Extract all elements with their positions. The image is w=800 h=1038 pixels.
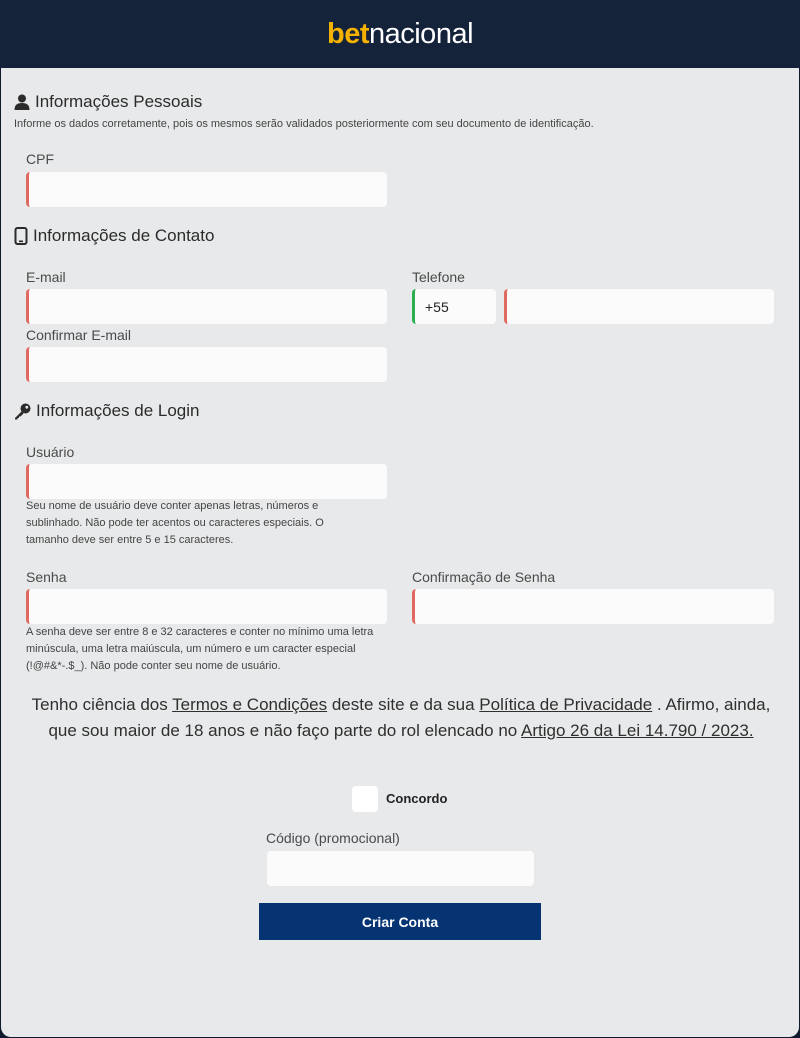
section-personal-subtitle: Informe os dados corretamente, pois os mesmos serão validados posteriormente com seu documento de identificação. xyxy=(14,118,594,130)
email-input[interactable] xyxy=(26,289,387,324)
username-input[interactable] xyxy=(26,464,387,499)
terms-text-2: deste site e da sua xyxy=(327,695,480,714)
agree-checkbox[interactable] xyxy=(352,786,378,812)
mobile-phone-icon xyxy=(14,227,28,245)
top-bar xyxy=(0,0,800,68)
registration-form xyxy=(1,68,799,1037)
terms-text-3: . Afirmo, ainda, que sou maior de 18 anos e não faço parte do rol elencado no xyxy=(48,695,771,740)
confirm-email-label: Confirmar E-mail xyxy=(26,327,132,343)
password-input[interactable] xyxy=(26,589,387,624)
betnacional-logo[interactable] xyxy=(327,18,473,51)
user-icon xyxy=(14,94,30,110)
section-contact-label: Informações de Contato xyxy=(33,226,215,245)
promo-code-input[interactable] xyxy=(267,851,534,886)
confirm-email-input[interactable] xyxy=(26,347,387,382)
section-login-label: Informações de Login xyxy=(36,401,200,420)
username-hint: Seu nome de usuário deve conter apenas letras, números e sublinhado. Não pode ter acentos ou caracteres especiais. O tamanho deve ser entre 5 e 15 caracteres. xyxy=(26,500,324,546)
confirm-password-input[interactable] xyxy=(412,589,774,624)
law-article-link[interactable]: Artigo 26 da Lei 14.790 / 2023. xyxy=(521,721,754,740)
password-label: Senha xyxy=(26,569,67,585)
key-icon xyxy=(14,403,31,420)
agree-label[interactable]: Concordo xyxy=(386,791,448,806)
country-code-input[interactable] xyxy=(412,289,496,324)
terms-text-1: Tenho ciência dos xyxy=(31,695,173,714)
section-login-title xyxy=(14,401,200,421)
cpf-label: CPF xyxy=(26,151,54,167)
create-account-button[interactable]: Criar Conta xyxy=(259,903,541,940)
logo-bet: bet xyxy=(326,17,369,50)
cpf-input[interactable] xyxy=(26,172,387,207)
privacy-policy-link[interactable]: Política de Privacidade xyxy=(479,695,653,714)
email-label: E-mail xyxy=(26,269,66,285)
password-hint: A senha deve ser entre 8 e 32 caracteres e conter no mínimo uma letra minúscula, uma letra maiúscula, um número e um caracter especial (!@#&*-.$_). Não pode conter seu nome de usuário. xyxy=(26,626,374,672)
section-personal-label: Informações Pessoais xyxy=(35,92,203,111)
phone-input[interactable] xyxy=(504,289,774,324)
logo-nacional: nacional xyxy=(368,17,474,50)
section-contact-title xyxy=(14,226,214,246)
section-personal-title xyxy=(14,92,202,112)
confirm-password-label: Confirmação de Senha xyxy=(412,569,556,585)
terms-statement xyxy=(21,692,781,744)
username-label: Usuário xyxy=(26,444,75,460)
phone-label: Telefone xyxy=(412,269,465,285)
terms-link[interactable]: Termos e Condições xyxy=(172,695,328,714)
promo-code-label: Código (promocional) xyxy=(266,830,400,846)
